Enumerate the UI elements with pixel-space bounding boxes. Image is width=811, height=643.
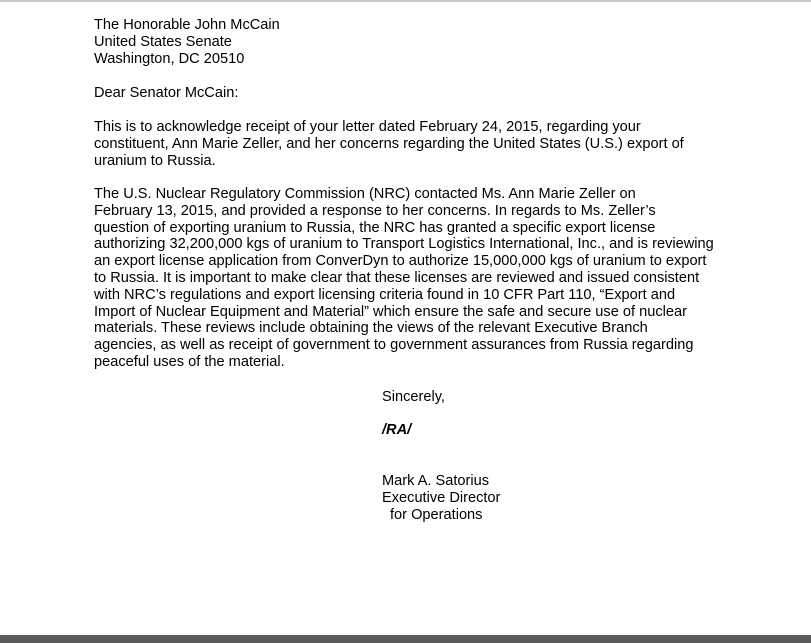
paragraph-line: an export license application from ConverDyn to authorize 15,000,000 kgs of uranium to export (94, 253, 707, 270)
signer-block (382, 473, 500, 523)
paragraph-line: authorizing 32,200,000 kgs of uranium to Transport Logistics International, Inc., and is reviewing (94, 236, 714, 253)
paragraph-line: constituent, Ann Marie Zeller, and her concerns regarding the United States (U.S.) export of (94, 135, 684, 152)
address-line-organization: United States Senate (94, 33, 232, 50)
paragraph-line: peaceful uses of the material. (94, 353, 285, 370)
signature-ra: /RA/ (382, 422, 412, 438)
salutation: Dear Senator McCain: (94, 85, 239, 101)
address-line-city: Washington, DC 20510 (94, 50, 245, 67)
paragraph-line: question of exporting uranium to Russia, the NRC has granted a specific export license (94, 219, 656, 236)
paragraph-line: uranium to Russia. (94, 152, 216, 169)
paragraph-line: February 13, 2015, and provided a response to her concerns. In regards to Ms. Zeller’s (94, 202, 656, 219)
signer-title-continued: for Operations (390, 506, 483, 523)
paragraph-line: This is to acknowledge receipt of your letter dated February 24, 2015, regarding your (94, 119, 641, 135)
paragraph-nrc-response (94, 186, 714, 371)
paragraph-line: with NRC’s regulations and export licensing criteria found in 10 CFR Part 110, “Export and (94, 286, 676, 303)
recipient-address (94, 17, 280, 67)
closing-sincerely: Sincerely, (382, 389, 445, 405)
paragraph-acknowledgement (94, 119, 684, 169)
signer-name: Mark A. Satorius (382, 473, 490, 489)
paragraph-line: The U.S. Nuclear Regulatory Commission (NRC) contacted Ms. Ann Marie Zeller on (94, 186, 636, 202)
viewer-bottom-bar (0, 635, 811, 643)
paragraph-line: to Russia. It is important to make clear that these licenses are reviewed and issued consistent (94, 269, 700, 286)
paragraph-line: agencies, as well as receipt of government to government assurances from Russia regarding (94, 337, 694, 354)
address-line-name: The Honorable John McCain (94, 17, 280, 33)
signer-title: Executive Director (382, 489, 501, 506)
paragraph-line: Import of Nuclear Equipment and Material” which ensure the safe and secure use of nuclear (94, 303, 687, 320)
paragraph-line: materials. These reviews include obtaining the views of the relevant Executive Branch (94, 320, 648, 337)
